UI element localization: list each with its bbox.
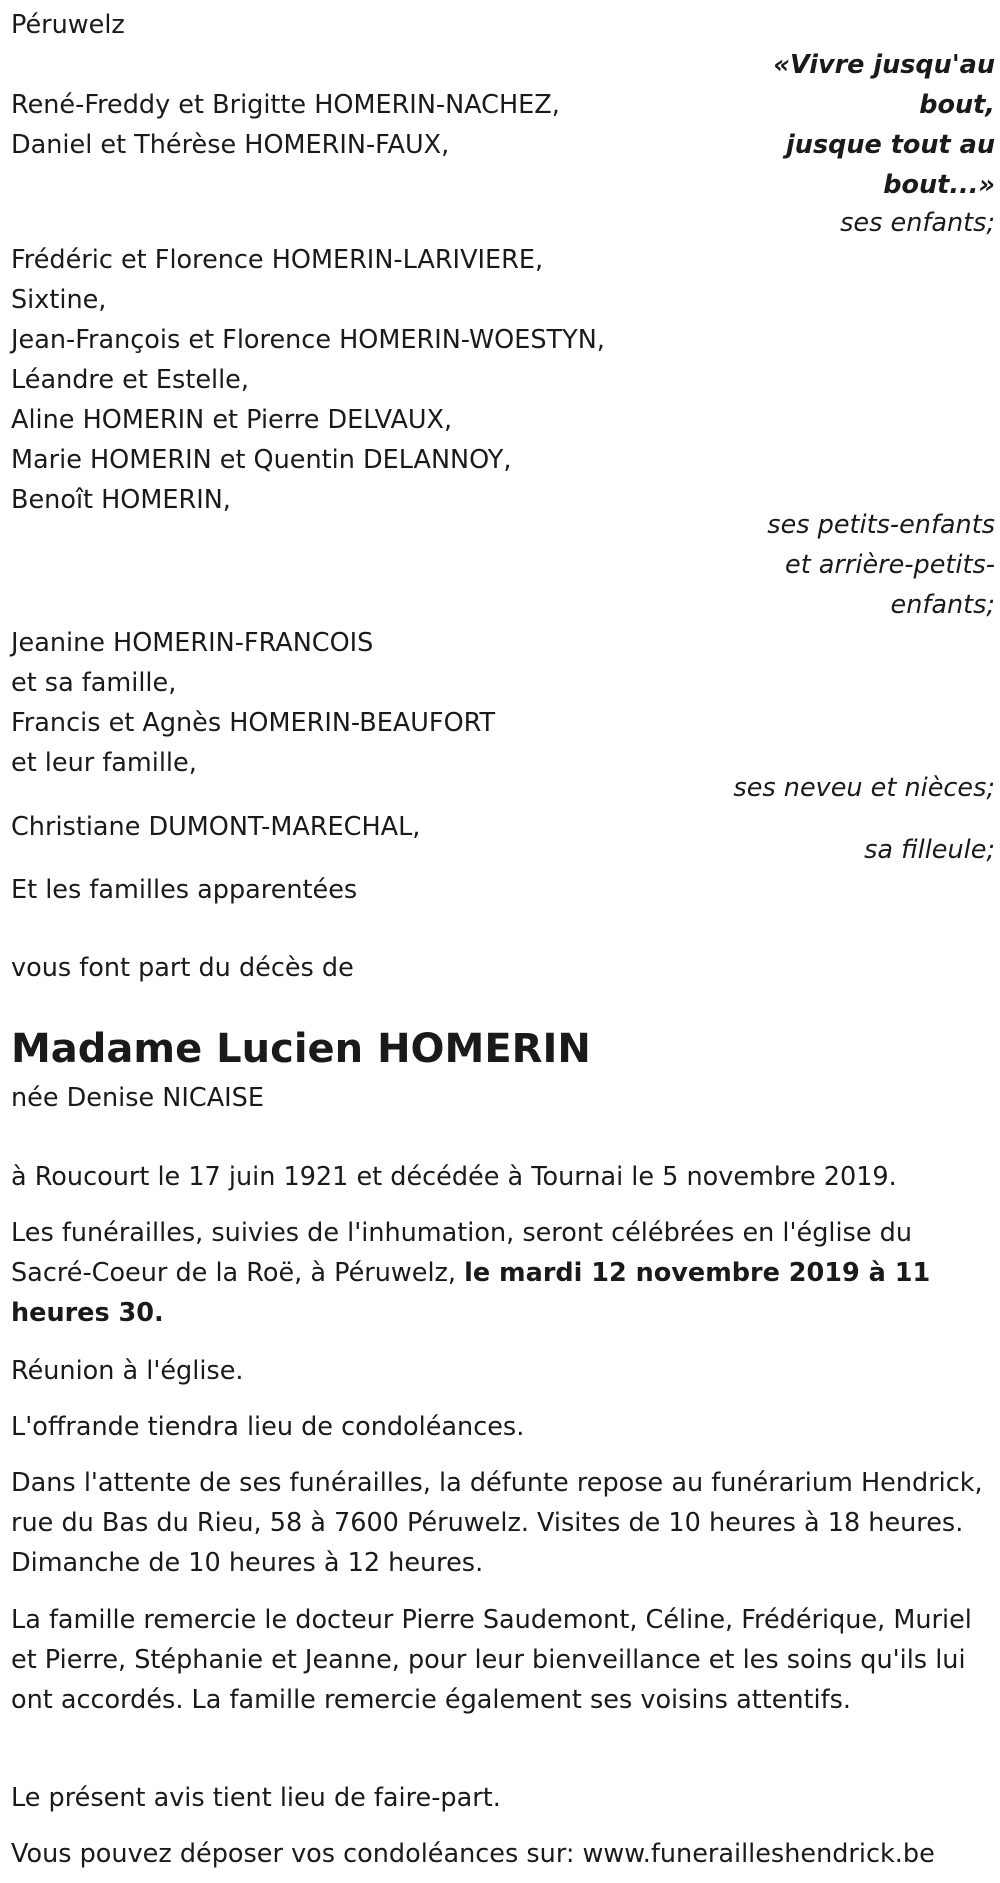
wake-paragraph: Dans l'attente de ses funérailles, la défunte repose au funérarium Hendrick, rue du Bas du Rieu, 58 à 7600 Péruwelz. Visites de 10 heures à 18 heures. Dimanche de 10 heures à 12 heures. [11,1468,983,1578]
grandchild-name: Benoît HOMERIN, [11,485,231,515]
grandchildren-label: et arrière-petits- [785,550,995,580]
quote-line: jusque tout au [786,130,995,160]
children-label: ses enfants; [840,208,995,238]
grandchild-name: Frédéric et Florence HOMERIN-LARIVIERE, [11,245,544,275]
birth-death: à Roucourt le 17 juin 1921 et décédée à Tournai le 5 novembre 2019. [11,1162,897,1192]
city: Péruwelz [11,10,125,40]
deceased-name: Madame Lucien HOMERIN [11,1026,591,1072]
grandchild-name: Sixtine, [11,285,107,315]
quote-line: bout...» [883,170,995,200]
grandchild-name: Jean-François et Florence HOMERIN-WOESTYN, [11,325,605,355]
child-name: Daniel et Thérèse HOMERIN-FAUX, [11,130,450,160]
nephew-name: Francis et Agnès HOMERIN-BEAUFORT [11,708,496,738]
nephews-label: ses neveu et nièces; [733,773,995,803]
nephew-name: et leur famille, [11,748,197,778]
child-name: René-Freddy et Brigitte HOMERIN-NACHEZ, [11,90,560,120]
families-line: Et les familles apparentées [11,875,358,905]
quote-line: «Vivre jusqu'au [773,50,995,80]
condolences-line: Vous pouvez déposer vos condoléances sur: www.funerailleshendrick.be [11,1839,935,1869]
offering-line: L'offrande tiendra lieu de condoléances. [11,1412,525,1442]
nephew-name: Jeanine HOMERIN-FRANCOIS [11,628,374,658]
meeting-line: Réunion à l'église. [11,1356,244,1386]
grandchildren-label: ses petits-enfants [767,510,995,540]
goddaughter-label: sa filleule; [864,835,995,865]
funeral-date: le mardi 12 novembre 2019 à 11 heures 30. [11,1258,931,1328]
grandchild-name: Marie HOMERIN et Quentin DELANNOY, [11,445,512,475]
quote-line: bout, [919,90,995,120]
goddaughter-name: Christiane DUMONT-MARECHAL, [11,812,421,842]
funeral-text: Les funérailles, suivies de l'inhumation, seront célébrées en l'église du Sacré-Coeur de la Roë, à Péruwelz, [11,1218,912,1288]
nephew-name: et sa famille, [11,668,177,698]
thanks-paragraph: La famille remercie le docteur Pierre Saudemont, Céline, Frédérique, Muriel et Pierre, Stéphanie et Jeanne, pour leur bienveillance et les soins qu'ils lui ont accordés. La famille remercie également ses voisins attentifs. [11,1605,972,1715]
grandchildren-label: enfants; [890,590,995,620]
grandchild-name: Léandre et Estelle, [11,365,249,395]
grandchild-name: Aline HOMERIN et Pierre DELVAUX, [11,405,453,435]
funeral-paragraph [11,1213,986,1333]
announce-line: vous font part du décès de [11,953,354,983]
notice-line: Le présent avis tient lieu de faire-part. [11,1783,501,1813]
maiden-name: née Denise NICAISE [11,1083,264,1113]
